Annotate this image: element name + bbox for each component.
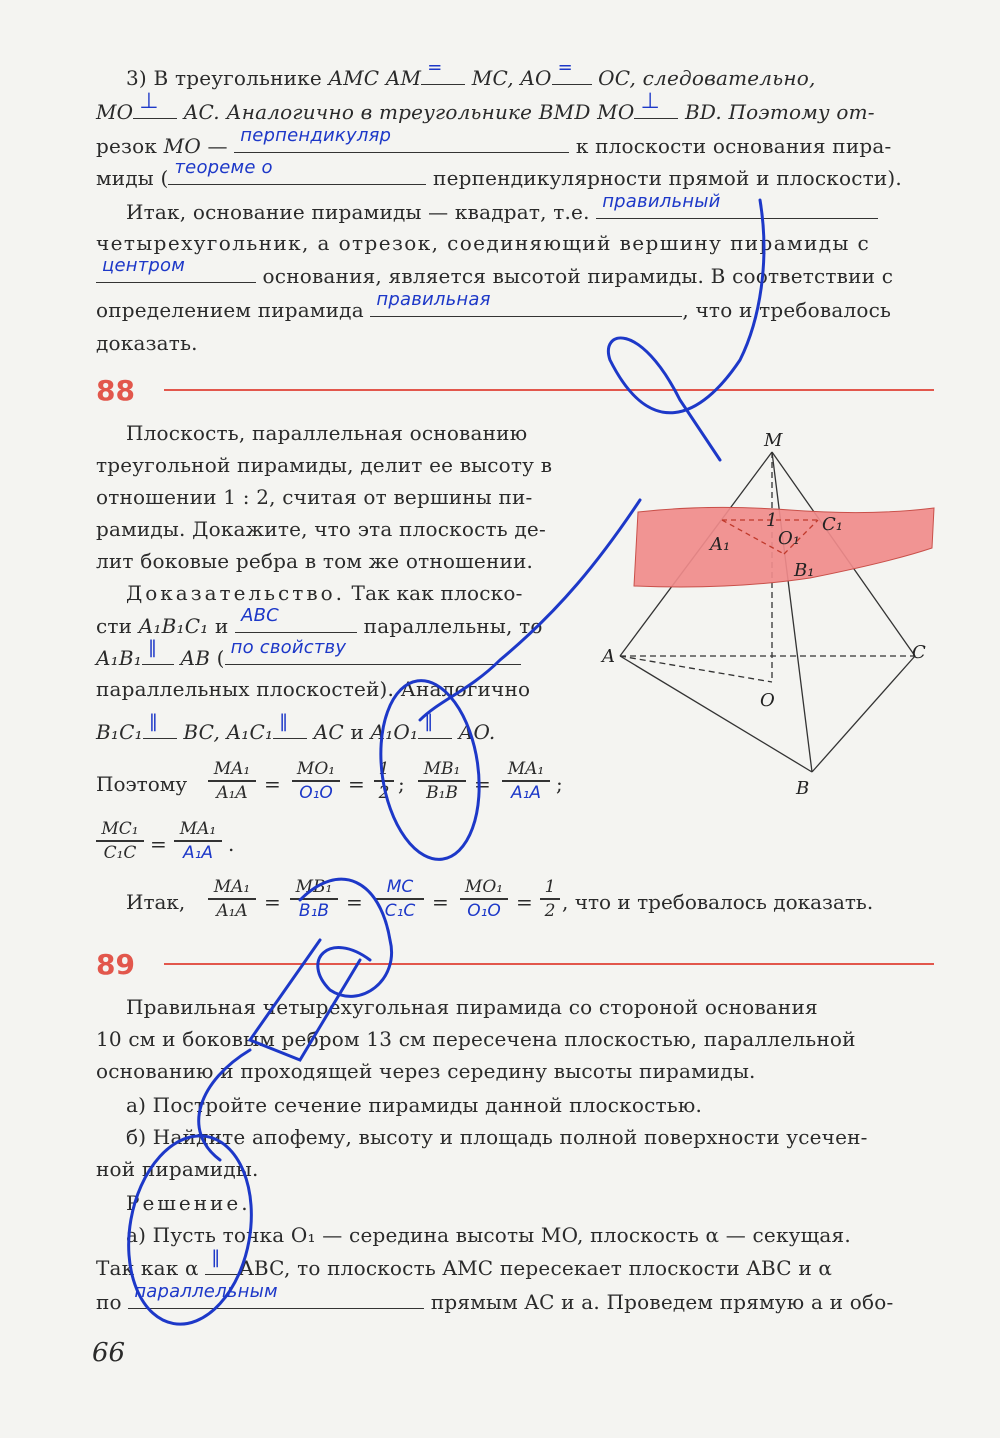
separator: . xyxy=(228,832,235,856)
fraction: MA₁ A₁A xyxy=(502,758,550,804)
divider xyxy=(164,389,934,391)
equals: = xyxy=(150,832,167,856)
fill-blank[interactable]: ‖ xyxy=(142,642,174,665)
fraction: 1 2 xyxy=(374,758,394,804)
equals: = xyxy=(264,890,281,914)
label-c: C xyxy=(912,642,926,663)
fill-blank[interactable]: перпендикуляр xyxy=(234,130,569,153)
pyramid-figure xyxy=(590,420,940,800)
text-line: центром основания, является высотой пирамиды. В соответствии с xyxy=(96,260,936,291)
fill-blank[interactable]: ⊥ xyxy=(133,96,177,119)
fraction: MO₁ O₁O xyxy=(460,876,508,922)
fill-blank[interactable]: ABC xyxy=(235,610,357,633)
fraction: MB₁ B₁B xyxy=(290,876,338,922)
fraction: MB₁ B₁B xyxy=(418,758,466,804)
task-statement: треугольной пирамиды, делит ее высоту в xyxy=(96,453,553,477)
solution-line: по параллельным прямым AC и a. Проведем прямую a и обо- xyxy=(96,1281,894,1314)
proof-line: Доказательство. Так как плоско- xyxy=(126,581,523,605)
label-b: B xyxy=(796,778,810,799)
label-m: M xyxy=(764,430,783,451)
fill-blank[interactable]: ‖ xyxy=(205,1252,239,1275)
task-statement: 10 см и боковым ребром 13 см пересечена плоскостью, параллельной xyxy=(96,1027,856,1051)
fill-blank[interactable]: ‖ xyxy=(273,716,307,739)
text-line: четырехугольник, а отрезок, соединяющий вершину пирамиды с xyxy=(96,231,871,255)
label-o1: O₁ xyxy=(778,528,800,549)
task-statement: отношении 1 : 2, считая от вершины пи- xyxy=(96,485,533,509)
text-line: определением пирамида правильная , что и требовалось xyxy=(96,289,892,322)
equals: = xyxy=(432,890,449,914)
text-line: Итак, основание пирамиды — квадрат, т.е. правильный xyxy=(126,196,936,227)
fill-blank[interactable]: параллельным xyxy=(128,1286,424,1309)
fraction: MC C₁C xyxy=(376,876,424,922)
fraction: MA₁ A₁A xyxy=(174,818,222,864)
fill-blank[interactable]: ‖ xyxy=(143,716,177,739)
fill-blank[interactable]: ‖ xyxy=(418,716,452,739)
solution-line: а) Пусть точка O₁ — середина высоты MO, плоскость α — секущая. xyxy=(126,1223,851,1247)
fraction: MA₁ A₁A xyxy=(208,876,256,922)
text-line: доказать. xyxy=(96,331,198,355)
edge-bc xyxy=(812,656,915,772)
task-statement: основанию и проходящей через середину высоты пирамиды. xyxy=(96,1059,756,1083)
label-a: A xyxy=(602,646,615,667)
task-statement: рамиды. Докажите, что эта плоскость де- xyxy=(96,517,546,541)
label-c1: C₁ xyxy=(822,514,843,535)
fraction: 1 2 xyxy=(540,876,560,922)
label-b1: B₁ xyxy=(794,560,815,581)
fraction: MA₁ A₁A xyxy=(208,758,256,804)
proof-line: параллельных плоскостей). Аналогично xyxy=(96,677,531,701)
text-line: 3) В треугольнике AMC AM = MC, AO = OC, следовательно, xyxy=(126,57,816,90)
task-statement: Плоскость, параллельная основанию xyxy=(126,421,528,445)
fill-blank[interactable]: по свойству xyxy=(225,642,521,665)
fraction: MC₁ C₁C xyxy=(96,818,144,864)
equals: = xyxy=(474,772,491,796)
task-statement: лит боковые ребра в том же отношении. xyxy=(96,549,534,573)
label-one: 1 xyxy=(766,510,778,531)
text-line: резок MO — перпендикуляр к плоскости основания пира- xyxy=(96,125,892,158)
task-statement: ной пирамиды. xyxy=(96,1157,259,1181)
text-line: миды ( теореме о перпендикулярности прямой и плоскости). xyxy=(96,157,902,190)
equals: = xyxy=(346,890,363,914)
edge-ab xyxy=(620,656,812,772)
therefore-label: Поэтому xyxy=(96,772,188,796)
task-statement: а) Постройте сечение пирамиды данной плоскостью. xyxy=(126,1093,703,1117)
equals: = xyxy=(348,772,365,796)
page-number: 66 xyxy=(92,1338,126,1368)
text-line: MO ⊥ AC. Аналогично в треугольнике BMD MO ⊥ BD. Поэтому от- xyxy=(96,89,875,124)
fill-blank[interactable]: теореме о xyxy=(168,162,426,185)
fill-blank[interactable]: правильный xyxy=(596,196,878,219)
task-number: 88 xyxy=(96,374,135,407)
divider xyxy=(164,963,934,965)
solution-heading: Решение. xyxy=(126,1191,251,1215)
fill-blank[interactable]: = xyxy=(421,62,465,85)
task-number: 89 xyxy=(96,948,135,981)
separator: ; xyxy=(556,772,563,796)
solution-line: Так как α ‖ ABC, то плоскость AMC пересекает плоскости ABC и α xyxy=(96,1247,833,1280)
conclusion-label: Итак, xyxy=(126,890,186,914)
fill-blank[interactable]: правильная xyxy=(370,294,682,317)
equals: = xyxy=(516,890,533,914)
fill-blank[interactable]: = xyxy=(552,62,592,85)
proof-line: A₁B₁ ‖ AB ( по свойству xyxy=(96,642,576,673)
separator: ; xyxy=(398,772,405,796)
label-o: O xyxy=(760,690,775,711)
equals: = xyxy=(264,772,281,796)
task-statement: б) Найдите апофему, высоту и площадь полной поверхности усечен- xyxy=(126,1125,868,1149)
proof-line: сти A₁B₁C₁ и ABC параллельны, то xyxy=(96,605,543,638)
segment-ao xyxy=(620,656,772,682)
fill-blank[interactable]: ⊥ xyxy=(634,96,678,119)
task-statement: Правильная четырехугольная пирамида со стороной основания xyxy=(126,995,818,1019)
proof-line: B₁C₁ ‖ BC, A₁C₁ ‖ AC и A₁O₁ ‖ AO. xyxy=(96,711,496,744)
label-a1: A₁ xyxy=(710,534,731,555)
conclusion-text: , что и требовалось доказать. xyxy=(562,890,874,914)
fill-blank[interactable]: центром xyxy=(96,260,256,283)
fraction: MO₁ O₁O xyxy=(292,758,340,804)
